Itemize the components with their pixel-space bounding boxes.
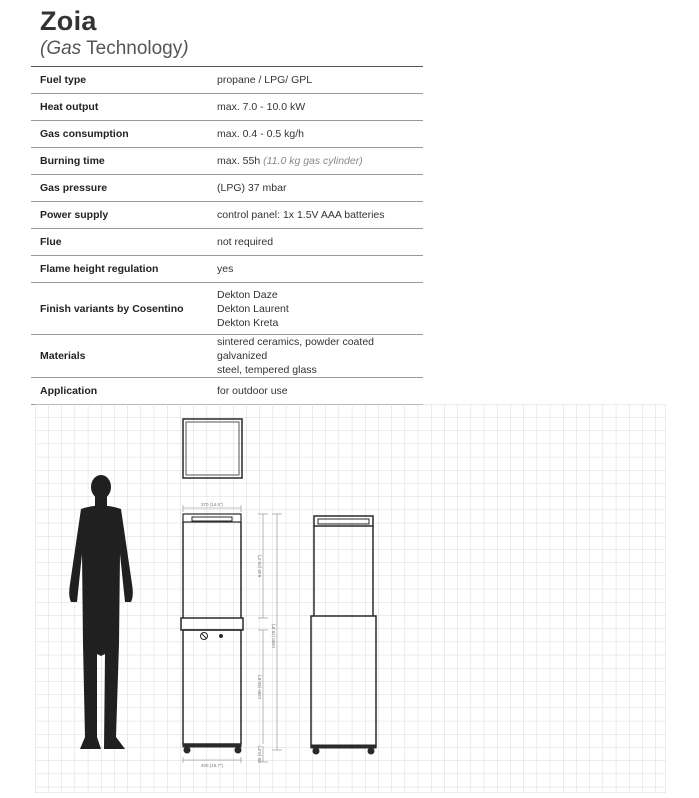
product-subtitle: (Gas Technology) [40, 38, 189, 59]
spec-row-flame-height [31, 256, 423, 283]
spec-value: yes [217, 256, 423, 283]
dim-wheel-height: 85 (3.3") [257, 745, 262, 763]
wheel-right [235, 747, 242, 754]
spec-value: sintered ceramics, powder coated galvanized steel, tempered glass [217, 335, 423, 378]
spec-row-materials [31, 335, 423, 378]
spec-row-power-supply [31, 202, 423, 229]
spec-value: control panel: 1x 1.5V AAA batteries [217, 202, 423, 229]
spec-label: Flame height regulation [31, 256, 217, 283]
spec-value: propane / LPG/ GPL [217, 67, 423, 94]
spec-value: max. 7.0 - 10.0 kW [217, 94, 423, 121]
spec-row-application [31, 378, 423, 405]
spec-label: Gas pressure [31, 175, 217, 202]
spec-row-heat-output [31, 94, 423, 121]
spec-label: Power supply [31, 202, 217, 229]
spec-label: Materials [31, 335, 217, 378]
control-knob [219, 634, 223, 638]
product-title: Zoia [40, 6, 97, 36]
side-wheel-right [368, 748, 375, 755]
spec-value: max. 0.4 - 0.5 kg/h [217, 121, 423, 148]
spec-label: Burning time [31, 148, 217, 175]
spec-value: (LPG) 37 mbar [217, 175, 423, 202]
spec-value: max. 55h (11.0 kg gas cylinder) [217, 148, 423, 175]
spec-label: Application [31, 378, 217, 405]
spec-label: Gas consumption [31, 121, 217, 148]
spec-row-flue [31, 229, 423, 256]
spec-row-finish-variants [31, 283, 423, 335]
spec-note: (11.0 kg gas cylinder) [263, 155, 363, 167]
dim-total-height: 1950 (76.8") [271, 623, 276, 649]
dim-bottom-width: 400 (15.7") [200, 763, 224, 768]
spec-table [31, 66, 423, 405]
spec-value: for outdoor use [217, 378, 423, 405]
dim-glass-height: 640 (25.2") [257, 554, 262, 578]
spec-label: Flue [31, 229, 217, 256]
spec-row-gas-consumption [31, 121, 423, 148]
spec-value: not required [217, 229, 423, 256]
dim-base-height: 1285 (50.6") [257, 674, 262, 700]
wheel-left [184, 747, 191, 754]
spec-label: Finish variants by Cosentino [31, 283, 217, 335]
spec-row-gas-pressure [31, 175, 423, 202]
spec-label: Heat output [31, 94, 217, 121]
side-wheel-left [313, 748, 320, 755]
dim-top-width: 370 (14.6") [200, 502, 224, 507]
technical-drawing [35, 404, 666, 793]
spec-row-burning-time [31, 148, 423, 175]
spec-value: Dekton Daze Dekton Laurent Dekton Kreta [217, 283, 423, 335]
spec-row-fuel-type [31, 67, 423, 94]
spec-label: Fuel type [31, 67, 217, 94]
